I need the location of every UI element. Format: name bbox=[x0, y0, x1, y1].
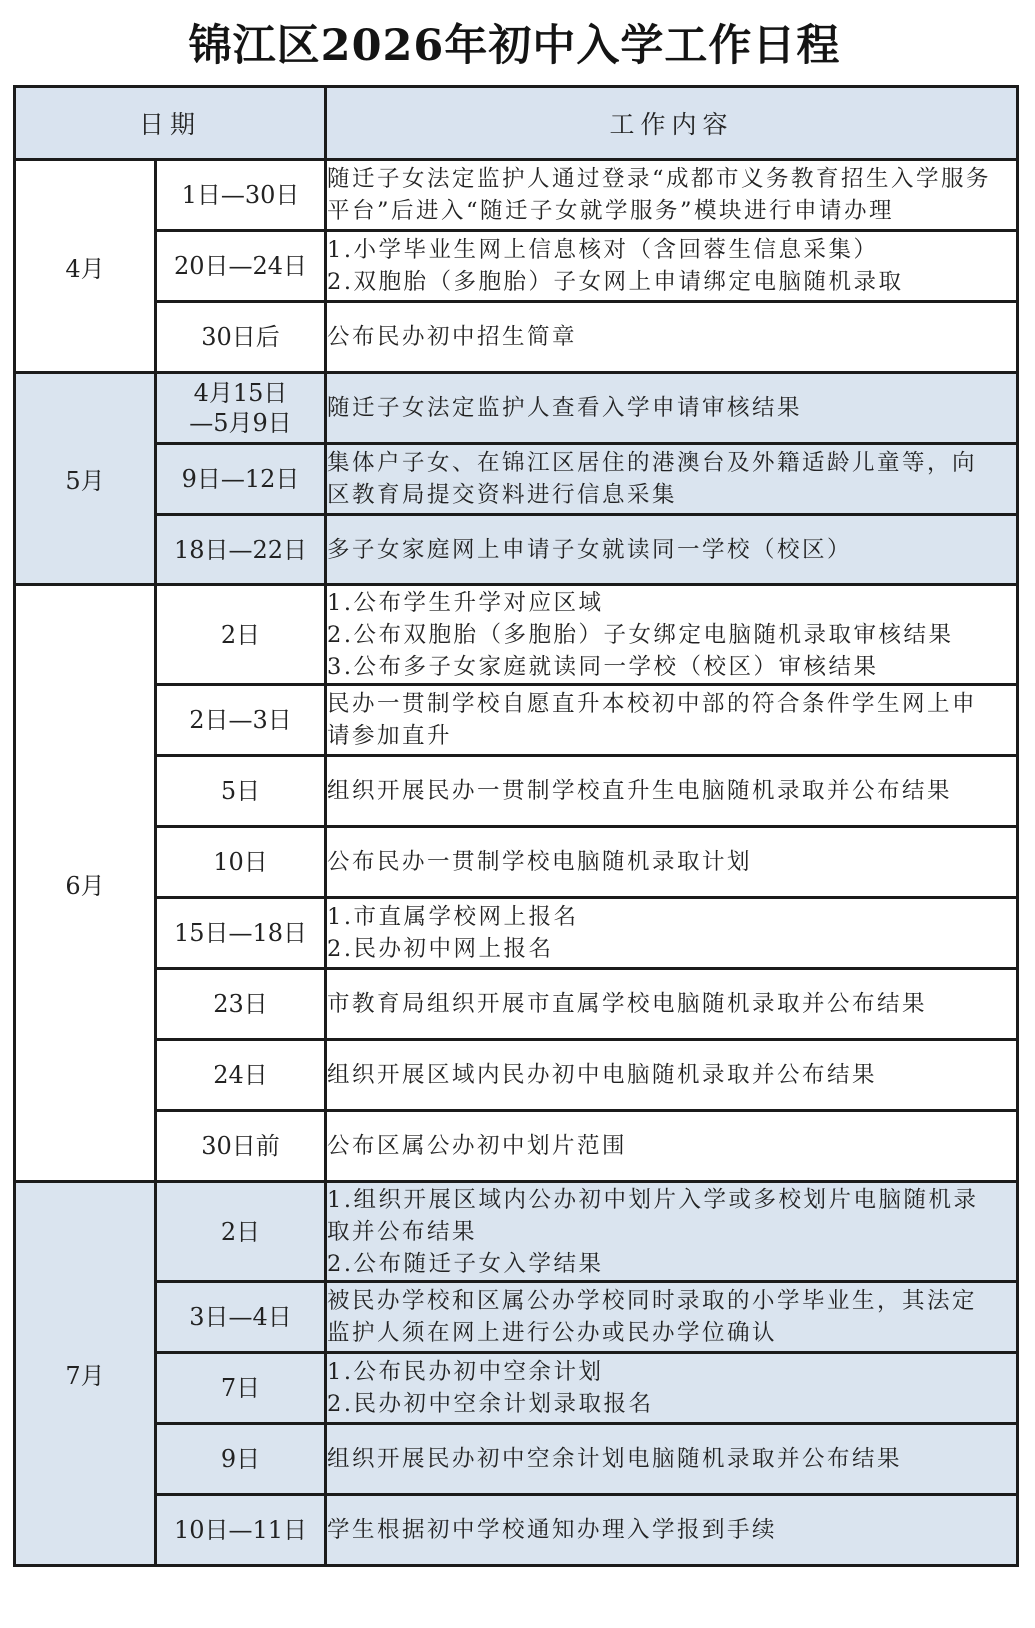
content-line: 1.市直属学校网上报名 bbox=[327, 904, 579, 930]
date-text: 15日—18日 bbox=[173, 919, 308, 947]
content-cell bbox=[326, 444, 1018, 515]
month-cell: 4月 bbox=[15, 160, 156, 373]
table-row bbox=[15, 231, 1018, 302]
date-text: 2日 bbox=[220, 1217, 261, 1246]
date-cell bbox=[156, 756, 326, 827]
header-date: 日期 bbox=[15, 87, 326, 160]
date-cell bbox=[156, 685, 326, 756]
date-cell bbox=[156, 302, 326, 373]
content-line: 2.公布随迁子女入学结果 bbox=[327, 1250, 604, 1277]
date-text: 5日 bbox=[220, 777, 261, 805]
date-cell bbox=[156, 515, 326, 585]
content-line: 组织开展民办一贯制学校直升生电脑随机录取并公布结果 bbox=[327, 778, 953, 804]
date-text: 23日 bbox=[213, 990, 268, 1018]
date-cell bbox=[156, 1495, 326, 1566]
table-row bbox=[15, 1353, 1018, 1424]
content-cell bbox=[326, 1111, 1018, 1182]
content-line: 平台”后进入“随迁子女就学服务”模块进行申请办理 bbox=[327, 198, 895, 224]
table-row bbox=[15, 373, 1018, 444]
table-row bbox=[15, 160, 1018, 231]
month-cell: 6月 bbox=[15, 585, 156, 1182]
content-line: 民办一贯制学校自愿直升本校初中部的符合条件学生网上申 bbox=[327, 691, 978, 717]
table-row bbox=[15, 756, 1018, 827]
table-row bbox=[15, 1495, 1018, 1566]
table-row bbox=[15, 1282, 1018, 1353]
table-row bbox=[15, 827, 1018, 898]
date-cell bbox=[156, 1040, 326, 1111]
content-cell bbox=[326, 373, 1018, 444]
content-line: 公布区属公办初中划片范围 bbox=[327, 1133, 628, 1159]
content-line: 2.公布双胞胎（多胞胎）子女绑定电脑随机录取审核结果 bbox=[327, 621, 954, 648]
content-cell bbox=[326, 1182, 1018, 1282]
date-cell bbox=[156, 1353, 326, 1424]
table-row bbox=[15, 898, 1018, 969]
month-cell: 7月 bbox=[15, 1182, 156, 1566]
content-cell bbox=[326, 515, 1018, 585]
date-text: 30日后 bbox=[201, 323, 280, 351]
content-line: 1.小学毕业生网上信息核对（含回蓉生信息采集） bbox=[327, 237, 879, 263]
date-cell bbox=[156, 1282, 326, 1353]
date-text: 20日—24日 bbox=[173, 252, 308, 280]
content-line: 取并公布结果 bbox=[327, 1218, 478, 1245]
date-text: 18日—22日 bbox=[173, 535, 308, 564]
table-row bbox=[15, 969, 1018, 1040]
content-line: 1.公布民办初中空余计划 bbox=[327, 1359, 604, 1385]
content-cell bbox=[326, 231, 1018, 302]
table-row bbox=[15, 302, 1018, 373]
content-line: 多子女家庭网上申请子女就读同一学校（校区） bbox=[327, 536, 853, 563]
date-text: 30日前 bbox=[201, 1132, 280, 1160]
table-row bbox=[15, 1424, 1018, 1495]
date-text: 7日 bbox=[220, 1374, 261, 1402]
table-row bbox=[15, 515, 1018, 585]
content-cell bbox=[326, 685, 1018, 756]
table-row bbox=[15, 685, 1018, 756]
content-cell bbox=[326, 969, 1018, 1040]
content-cell bbox=[326, 1424, 1018, 1495]
content-cell bbox=[326, 1495, 1018, 1566]
content-line: 区教育局提交资料进行信息采集 bbox=[327, 482, 678, 508]
schedule-body bbox=[15, 160, 1018, 1566]
date-text: 9日—12日 bbox=[181, 465, 300, 493]
content-line: 监护人须在网上进行公办或民办学位确认 bbox=[327, 1320, 778, 1346]
content-line: 3.公布多子女家庭就读同一学校（校区）审核结果 bbox=[327, 653, 879, 680]
date-cell bbox=[156, 231, 326, 302]
content-cell bbox=[326, 160, 1018, 231]
date-text: 9日 bbox=[220, 1445, 261, 1473]
content-line: 市教育局组织开展市直属学校电脑随机录取并公布结果 bbox=[327, 991, 928, 1017]
content-line: 随迁子女法定监护人通过登录“成都市义务教育招生入学服务 bbox=[327, 166, 992, 192]
content-cell bbox=[326, 1040, 1018, 1111]
content-line: 1.公布学生升学对应区域 bbox=[327, 589, 604, 616]
content-line: 被民办学校和区属公办学校同时录取的小学毕业生，其法定 bbox=[327, 1288, 978, 1314]
date-cell bbox=[156, 1182, 326, 1282]
content-line: 1.组织开展区域内公办初中划片入学或多校划片电脑随机录 bbox=[327, 1186, 979, 1213]
date-cell bbox=[156, 969, 326, 1040]
content-cell bbox=[326, 898, 1018, 969]
content-line: 公布民办初中招生简章 bbox=[327, 324, 578, 350]
content-line: 组织开展区域内民办初中电脑随机录取并公布结果 bbox=[327, 1062, 878, 1088]
table-row bbox=[15, 1111, 1018, 1182]
date-text: 1日—30日 bbox=[181, 181, 300, 209]
content-line: 2.双胞胎（多胞胎）子女网上申请绑定电脑随机录取 bbox=[327, 269, 904, 295]
content-cell bbox=[326, 302, 1018, 373]
table-row bbox=[15, 444, 1018, 515]
page-title: 锦江区2026年初中入学工作日程 bbox=[188, 21, 841, 71]
table-row bbox=[15, 585, 1018, 685]
date-cell bbox=[156, 1424, 326, 1495]
content-line: 2.民办初中空余计划录取报名 bbox=[327, 1391, 654, 1417]
month-cell: 5月 bbox=[15, 373, 156, 585]
header-content: 工作内容 bbox=[326, 87, 1018, 160]
date-text: 10日—11日 bbox=[173, 1516, 308, 1544]
date-text: 10日 bbox=[213, 848, 268, 876]
date-text: 3日—4日 bbox=[189, 1303, 292, 1331]
content-line: 随迁子女法定监护人查看入学申请审核结果 bbox=[327, 395, 803, 421]
date-cell bbox=[156, 1111, 326, 1182]
content-line: 公布民办一贯制学校电脑随机录取计划 bbox=[327, 849, 753, 875]
date-text: 2日—3日 bbox=[189, 706, 292, 734]
content-cell bbox=[326, 1353, 1018, 1424]
table-row bbox=[15, 1040, 1018, 1111]
date-cell bbox=[156, 373, 326, 444]
date-text: 2日 bbox=[220, 620, 261, 649]
content-line: 集体户子女、在锦江区居住的港澳台及外籍适龄儿童等，向 bbox=[327, 450, 978, 476]
date-cell bbox=[156, 160, 326, 231]
content-cell bbox=[326, 827, 1018, 898]
content-line: 学生根据初中学校通知办理入学报到手续 bbox=[327, 1517, 778, 1543]
content-cell bbox=[326, 756, 1018, 827]
schedule-table bbox=[13, 85, 1019, 1567]
date-cell bbox=[156, 444, 326, 515]
date-text: —5月9日 bbox=[189, 409, 292, 437]
date-cell bbox=[156, 898, 326, 969]
content-cell bbox=[326, 1282, 1018, 1353]
date-cell bbox=[156, 827, 326, 898]
content-line: 2.民办初中网上报名 bbox=[327, 936, 554, 962]
content-line: 请参加直升 bbox=[327, 723, 453, 749]
content-cell bbox=[326, 585, 1018, 685]
content-line: 组织开展民办初中空余计划电脑随机录取并公布结果 bbox=[327, 1446, 903, 1472]
date-cell bbox=[156, 585, 326, 685]
date-text: 4月15日 bbox=[193, 379, 288, 407]
date-text: 24日 bbox=[213, 1061, 268, 1089]
table-row bbox=[15, 1182, 1018, 1282]
